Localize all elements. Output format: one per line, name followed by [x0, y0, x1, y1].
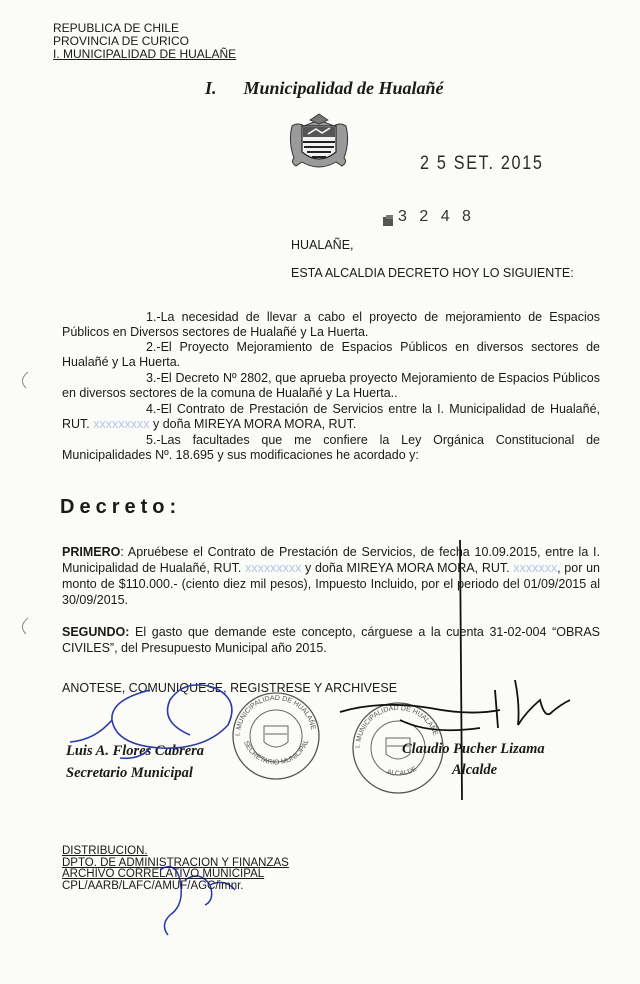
- secretary-title: Secretario Municipal: [66, 765, 193, 781]
- redacted-rut: xxxxxxx: [513, 561, 558, 575]
- title-prefix: I.: [205, 78, 217, 98]
- seal-top-text: I. MUNICIPALIDAD DE HUALAÑE: [354, 704, 439, 749]
- closing-formula: ANOTESE, COMUNIQUESE, REGISTRESE Y ARCHIVESE: [62, 681, 398, 695]
- letterhead-municipality: I. MUNICIPALIDAD DE HUALAÑE: [53, 47, 237, 61]
- distribution-line: ARCHIVO CORRELATIVO MUNICIPAL: [62, 868, 265, 880]
- punch-mark-icon: [22, 372, 28, 388]
- punch-mark-icon: [22, 618, 28, 634]
- decree-number-stamp: 3 2 4 8: [398, 208, 475, 225]
- secretary-signature-icon: [70, 685, 232, 758]
- redacted-rut: xxxxxxxxx: [93, 417, 150, 431]
- mayor-title: Alcalde: [452, 762, 498, 778]
- letterhead-province: PROVINCIA DE CURICO: [53, 34, 190, 48]
- considerando-4: 4.-El Contrato de Prestación de Servicios entre la I. Municipalidad de Hualañé, RUT. xxxxxxxxx y doña MIREYA MORA MORA, RUT.: [62, 402, 600, 431]
- preamble-line: ESTA ALCALDIA DECRETO HOY LO SIGUIENTE:: [291, 266, 574, 280]
- redacted-rut: xxxxxxxxx: [245, 561, 302, 575]
- letterhead-country: REPUBLICA DE CHILE: [53, 21, 180, 35]
- mayor-name: Claudio Pucher Lizama: [402, 741, 545, 757]
- seal-top-text: I. MUNICIPALIDAD DE HUALAÑE: [234, 694, 317, 737]
- considerando-1: 1.-La necesidad de llevar a cabo el proyecto de mejoramiento de Espacios Públicos en Diversos sectores de Hualañé y La Huerta.: [62, 310, 600, 339]
- article-segundo: SEGUNDO: El gasto que demande este concepto, cárguese a la cuenta 31-02-004 “OBRAS CIVILES”, del Presupuesto Municipal año 2015.: [62, 625, 600, 655]
- distribution-line: DPTO. DE ADMINISTRACION Y FINANZAS: [62, 856, 289, 869]
- considerando-2: 2.-El Proyecto Mejoramiento de Espacios Públicos en diversos sectores de Hualañé y La Huerta.: [62, 340, 600, 369]
- title-text: Municipalidad de Hualañé: [243, 78, 444, 98]
- considerando-5: 5.-Las facultades que me confiere la Ley Orgánica Constitucional de Municipalidades Nº. 18.695 y sus modificaciones he acordado y:: [62, 433, 600, 462]
- article-primero: PRIMERO: Apruébese el Contrato de Prestación de Servicios, de fecha 10.09.2015, entre la I. Municipalidad de Hualañé, RUT. xxxxxxxxx y doña MIREYA MORA MORA, RUT. xxxxxxx, por un monto de $110.000.- (ciento diez mil pesos), Impuesto Incluido, por el periodo del 01/09/2015 al 30/09/2015.: [62, 545, 600, 607]
- distribution-block: [62, 846, 289, 892]
- secretary-name: Luis A. Flores Cabrera: [66, 743, 205, 759]
- date-stamp: 2 5 SET. 2015: [420, 153, 544, 174]
- distribution-title: DISTRIBUCION.: [62, 845, 148, 857]
- decreto-heading: Decreto:: [60, 496, 182, 518]
- mayor-signature-icon: [340, 540, 570, 800]
- considerando-3: 3.-El Decreto Nº 2802, que aprueba proyecto Mejoramiento de Espacios Públicos en diversos sectores de la comuna de Hualañé y La Huerta..: [62, 371, 600, 400]
- seal-bottom-text: SECRETARIO MUNICIPAL: [242, 738, 311, 767]
- distribution-initials: CPL/AARB/LAFC/AMUF/AGC/imnr.: [62, 879, 244, 892]
- place-line: HUALAÑE,: [291, 238, 354, 252]
- seal-bottom-text: ALCALDE: [385, 765, 419, 778]
